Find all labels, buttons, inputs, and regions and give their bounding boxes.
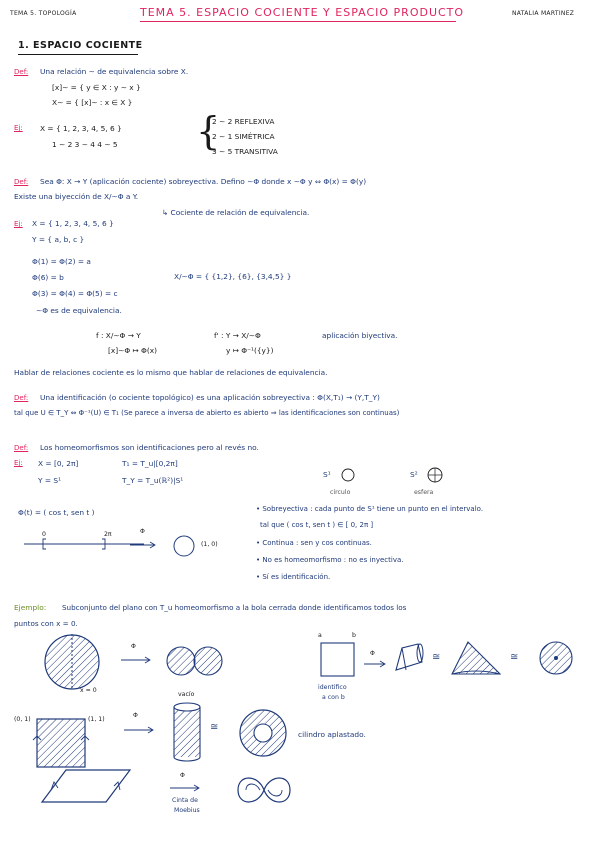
point-1-1: (1, 1) <box>88 716 105 723</box>
s2-caption: esfera <box>414 489 434 496</box>
topology-y: T_Y = T_u(ℝ²)|S¹ <box>122 476 184 485</box>
def-label: Def: <box>14 178 29 186</box>
s2-sphere-icon <box>427 467 443 483</box>
def-identification-cond: tal que U ∈ T_Y ⇔ Φ⁻¹(U) ∈ T₁ (Se parece a inversa de abierto es abierto ⇒ las identificaciones son continuas) <box>14 409 400 417</box>
moebius-label-1: Cinta de <box>172 797 198 804</box>
arrow-right-icon <box>364 660 386 668</box>
cociente-note: ↳ Cociente de relación de equivalencia. <box>162 208 310 217</box>
example-text-1: Subconjunto del plano con T_u homeomorfismo a la bola cerrada donde identificamos todos los <box>62 603 407 612</box>
circle-icon <box>172 534 196 558</box>
section-underline <box>18 54 138 55</box>
interval-x: X = [0, 2π] <box>38 459 79 468</box>
bullet-continuous: • Continua : sen y cos continuas. <box>256 539 372 547</box>
map-value-a: Φ(1) = Φ(2) = a <box>32 257 91 266</box>
map-value-c: Φ(3) = Φ(4) = Φ(5) = c <box>32 289 118 298</box>
interval-zero: 0 <box>42 531 46 538</box>
s1-label: S¹ <box>323 470 331 479</box>
phi-label: Φ <box>180 772 185 779</box>
identify-label-1: identifico <box>318 684 347 691</box>
topology-x: T₁ = T_u|[0,2π] <box>122 459 178 468</box>
cylinder-icon <box>172 702 202 762</box>
map-f-prime-rule: y ↦ Φ⁻¹({y}) <box>226 346 274 355</box>
bullet-surjective-cond: tal que ( cos t, sen t ) ∈ [ 0, 2π ] <box>260 521 374 529</box>
header-left: TEMA 5. TOPOLOGÍA <box>10 10 77 17</box>
example-label: Ej: <box>14 459 23 467</box>
map-value-b: Φ(6) = b <box>32 273 64 282</box>
moebius-strip-icon <box>232 770 296 810</box>
bullet-identification: • Sí es identificación. <box>256 573 331 581</box>
def-label: Def: <box>14 68 29 76</box>
property-reflexive: 2 ∼ 2 REFLEXIVA <box>212 117 275 126</box>
bullet-not-homeomorphism: • No es homeomorfismo : no es inyectiva. <box>256 556 404 564</box>
phi-definition: Φ(t) = ( cos t, sen t ) <box>18 508 95 517</box>
cone-triangle-icon <box>450 640 502 676</box>
example-label: Ej: <box>14 220 23 228</box>
pinched-disks-icon <box>166 644 224 678</box>
def-text: Una relación ∼ de equivalencia sobre X. <box>40 67 189 76</box>
phi-label: Φ <box>370 650 375 657</box>
map-f-rule: [x]∼Φ ↦ Φ(x) <box>108 346 157 355</box>
parallelogram-icon <box>40 768 132 804</box>
annulus-icon <box>238 708 288 758</box>
vertex-b: b <box>352 632 356 639</box>
folded-cone-icon <box>392 640 424 674</box>
quotient-set-definition: X∼ = { [x]∼ : x ∈ X } <box>52 98 133 107</box>
property-symmetric: 2 ∼ 1 SIMÉTRICA <box>212 132 275 141</box>
hatched-disk-icon <box>538 640 574 676</box>
s1-circle-icon <box>341 468 355 482</box>
arrow-right-icon <box>124 726 154 734</box>
example-y-set: Y = { a, b, c } <box>32 235 85 244</box>
arrow-right-icon <box>121 656 151 664</box>
point-1-0: (1, 0) <box>201 541 218 548</box>
equivalence-note: ∼Φ es de equivalencia. <box>36 306 122 315</box>
section-title: 1. ESPACIO COCIENTE <box>18 40 143 51</box>
header-right: NATALIA MARTINEZ <box>512 10 575 17</box>
def-identification: Una identificación (o cociente topológico) es una aplicación sobreyectiva : Φ(X,T₁) → (Y,T_Y) <box>40 393 380 402</box>
note-relations: Hablar de relaciones cociente es lo mismo que hablar de relaciones de equivalencia. <box>14 368 328 377</box>
congruent-symbol: ≅ <box>432 652 441 663</box>
def-label: Def: <box>14 444 29 452</box>
interval-line <box>24 538 144 550</box>
def-quotient-map: Sea Φ: X → Y (aplicación cociente) sobreyectiva. Defino ∼Φ donde x ∼Φ y ⇔ Φ(x) = Φ(y) <box>40 177 367 186</box>
example-text-2: puntos con x = 0. <box>14 619 78 628</box>
congruent-symbol: ≅ <box>510 652 519 663</box>
congruent-symbol: ≅ <box>210 722 219 733</box>
vertex-a: a <box>318 632 322 639</box>
point-0-1: (0, 1) <box>14 716 31 723</box>
brace: { <box>196 109 221 153</box>
class-definition: [x]∼ = { y ∈ X : y ∼ x } <box>52 83 141 92</box>
bullet-surjective: • Sobreyectiva : cada punto de S¹ tiene un punto en el intervalo. <box>256 505 484 513</box>
arrow-right-icon <box>170 784 200 792</box>
square-icon <box>320 642 356 678</box>
map-f: f : X/∼Φ → Y <box>96 331 141 340</box>
def-label: Def: <box>14 394 29 402</box>
page-title: TEMA 5. ESPACIO COCIENTE Y ESPACIO PRODUCTO <box>140 6 465 19</box>
example-x-set: X = { 1, 2, 3, 4, 5, 6 } <box>32 219 114 228</box>
s1-caption: círculo <box>330 489 351 496</box>
example-label: Ej: <box>14 124 23 132</box>
phi-arrow-label: Φ <box>140 528 145 535</box>
quotient-classes: X/∼Φ = { {1,2}, {6}, {3,4,5} } <box>174 272 292 281</box>
moebius-label-2: Moebius <box>174 807 200 814</box>
arrow-right-icon <box>130 541 156 549</box>
identify-label-2: a con b <box>322 694 345 701</box>
hatched-square-icon <box>36 718 88 770</box>
phi-label: Φ <box>133 712 138 719</box>
example-relations: 1 ∼ 2 3 ∼ 4 4 ∼ 5 <box>52 140 118 149</box>
bijective-note: aplicación biyectiva. <box>322 331 398 340</box>
bijection-statement: Existe una biyección de X/∼Φ a Y. <box>14 192 139 201</box>
phi-label: Φ <box>131 643 136 650</box>
empty-label: vacío <box>178 691 195 698</box>
title-underline <box>140 21 456 22</box>
s2-label: S² <box>410 470 418 479</box>
example-set: X = { 1, 2, 3, 4, 5, 6 } <box>40 124 122 133</box>
x0-label: x = 0 <box>80 687 97 694</box>
def-homeomorphism: Los homeomorfismos son identificaciones pero al revés no. <box>40 443 259 452</box>
example-heading: Ejemplo: <box>14 603 47 612</box>
property-transitive: 3 ∼ 5 TRANSITIVA <box>212 147 278 156</box>
interval-2pi: 2π <box>104 531 112 538</box>
space-y: Y = S¹ <box>38 476 62 485</box>
hatched-disk-icon <box>42 632 102 692</box>
map-f-prime: f' : Y → X/∼Φ <box>214 331 261 340</box>
flattened-cylinder-label: cilindro aplastado. <box>298 730 366 739</box>
